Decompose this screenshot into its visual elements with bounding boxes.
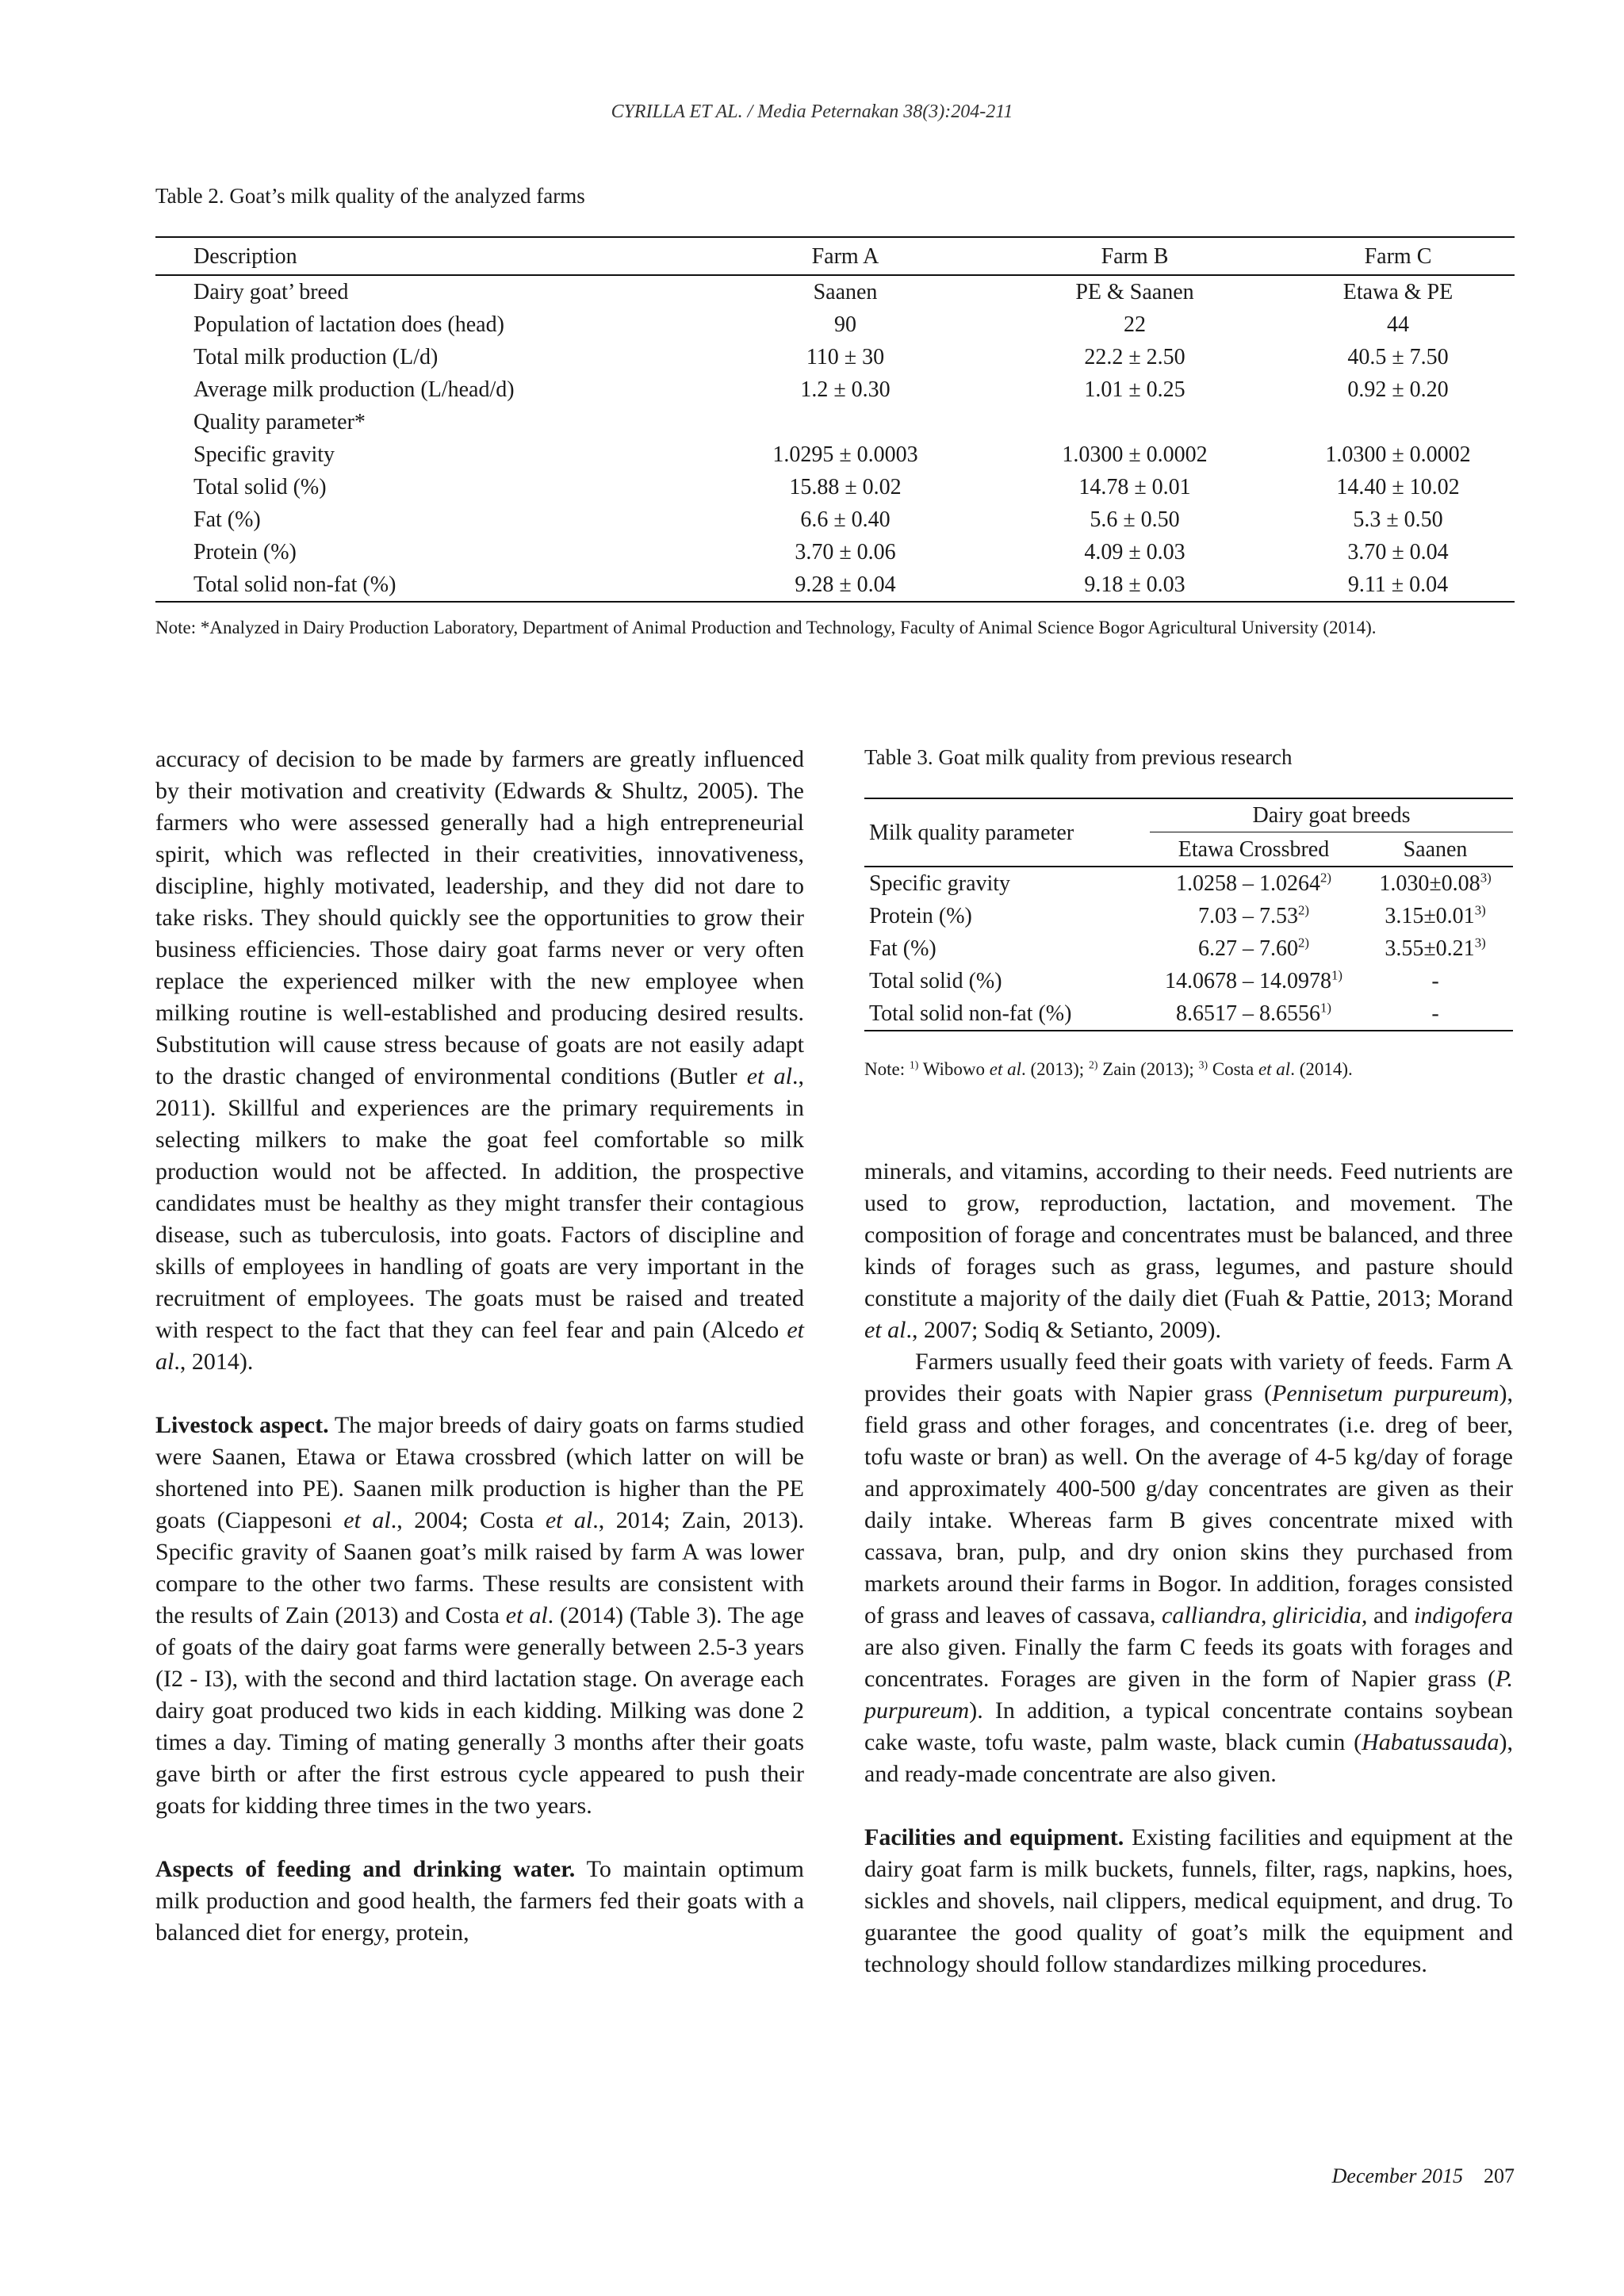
table-cell [1150,932,1358,965]
text-run: . (2014) (Table 3). The age of goats of the dairy goat farms were generally between 2.5-3 years (I2 - I3), with the second and third lactation stage. On average each dairy goat produced two kids in each kidding. Milking was done 2 times a day. Timing of mating generally 3 months after their goats gave birth or after the first estrous cycle appeared to push their goats for kidding three times in the two years. [155,1602,804,1819]
table-row [864,965,1513,997]
italic-run: et al [989,1059,1021,1079]
italic-run: et al [864,1317,906,1343]
text-run: ), and ready-made concentrate are also given. [864,1729,1513,1787]
table-cell [1358,900,1513,932]
table-row [864,932,1513,965]
cell-value: - [1431,1001,1439,1026]
cell-value: - [1431,969,1439,993]
left-paragraph-livestock [155,1410,804,1822]
running-head: CYRILLA ET AL. / Media Peternakan 38(3):204-211 [611,101,1013,122]
italic-run: Habatussauda [1362,1729,1500,1755]
text-run: To maintain optimum milk production and good health, the farmers fed their goats with a balanced diet for energy, protein, [155,1856,805,1946]
table-row-label: Population of lactation does (head) [193,312,504,337]
table-cell: 4.09 ± 0.03 [1084,540,1185,564]
table-cell: 14.40 ± 10.02 [1336,475,1460,499]
table-row [864,900,1513,932]
table-cell [1150,997,1358,1031]
table-cell [988,406,1281,438]
issue-date: December 2015 [1331,2164,1463,2187]
table2-caption: Table 2. Goat’s milk quality of the analyzed farms [155,184,585,208]
italic-run: et al [155,1317,804,1375]
text-run: Note: [864,1059,910,1079]
footnote-mark: 1) [909,1058,919,1071]
table-cell [1358,997,1513,1031]
table-cell: 9.18 ± 0.03 [1084,572,1185,597]
table-cell: 6.6 ± 0.40 [800,507,891,532]
text-run: ., 2007; Sodiq & Setianto, 2009). [906,1317,1221,1343]
table-cell: 5.6 ± 0.50 [1090,507,1180,532]
table3-note [864,1059,1353,1080]
table-row-label: Fat (%) [193,507,261,532]
table-cell [1150,867,1358,900]
table-row-label: Protein (%) [193,540,297,564]
text-run: Costa [1208,1059,1258,1079]
table-cell: 5.3 ± 0.50 [1353,507,1443,532]
table-cell [1150,900,1358,932]
table-row [155,275,1515,308]
table-row-label: Specific gravity [193,442,335,467]
table-cell: 3.70 ± 0.06 [795,540,896,564]
left-paragraph-1 [155,744,804,1378]
table-row-label: Total solid non-fat (%) [193,572,396,597]
table-cell: 90 [834,312,856,337]
italic-run: indigofera [1414,1602,1513,1628]
text-run: Existing facilities and equipment at the dairy goat farm is milk buckets, funnels, filter, rags, napkins, hoes, sickles and shovels, nail clippers, medical equipment, and drug. To guarantee the good quality of goat’s milk the equipment and technology should follow standardizes milking procedures. [864,1824,1513,1977]
table3-body [864,867,1513,1031]
table-cell: 9.28 ± 0.04 [795,572,896,597]
italic-run: P. purpureum [864,1666,1513,1724]
table-row [155,503,1515,536]
table-cell: 22.2 ± 2.50 [1084,345,1185,369]
table2-body [155,275,1515,602]
table-row [864,997,1513,1031]
page-footer [1332,2164,1515,2188]
text-run: ), field grass and other forages, and concentrates (i.e. dreg of beer, tofu waste or bran) as well. On the average of 4-5 kg/day of forage and approximately 400-500 g/day concentrates are given as their daily intake. Whereas farm B gives concentrate mixed with cassava, bran, pulp, and dry onion skins they purchased from markets around their farms in Bogor. In addition, forages consisted of grass and leaves of cassava, [864,1380,1513,1628]
cell-value: 3.55±0.21 [1385,936,1475,961]
italic-run: et al [1258,1059,1291,1079]
table-cell: 44 [1387,312,1409,337]
table-row [155,568,1515,602]
table3-header-etawa: Etawa Crossbred [1150,832,1358,867]
table-row [155,341,1515,373]
table2-header-farm-a: Farm A [703,237,988,275]
table3-caption: Table 3. Goat milk quality from previous research [864,745,1293,769]
table3 [864,798,1513,1031]
table3-header-parameter: Milk quality parameter [864,798,1150,867]
cell-value: 14.0678 – 14.0978 [1165,969,1331,993]
table-cell [1358,867,1513,900]
text-run: ., 2004; Costa [390,1507,546,1533]
cell-value: 6.27 – 7.60 [1198,936,1298,961]
cell-value: 7.03 – 7.53 [1198,904,1298,928]
table-cell [1358,932,1513,965]
table-row-label: Total solid non-fat (%) [869,1001,1072,1026]
table-cell: 1.0300 ± 0.0002 [1325,442,1471,467]
table-cell [1150,965,1358,997]
table-cell: 3.70 ± 0.04 [1347,540,1449,564]
table2-header-description: Description [155,237,703,275]
table2 [155,236,1515,603]
italic-run: Pennisetum purpureum [1272,1380,1500,1406]
footnote-mark: 3) [1474,902,1486,918]
italic-run: et al [343,1507,391,1533]
table-cell: 1.0295 ± 0.0003 [772,442,918,467]
table2-note: Note: *Analyzed in Dairy Production Laboratory, Department of Animal Production and Technology, Faculty of Animal Science Bogor Agricultural University (2014). [155,618,1377,637]
text-run: . (2014). [1290,1059,1353,1079]
left-column [155,744,804,1949]
table-row-label: Quality parameter* [193,410,366,434]
text-run: accuracy of decision to be made by farmers are greatly influenced by their motivation and creativity (Edwards & Shultz, 2005). The farmers who were assessed generally had a high entrepreneurial spirit, which was reflected in their creativities, innovativeness, discipline, highly motivated, leadership, and they did not dare to take risks. They should quickly see the opportunities to grow their business efficiencies. Those dairy goat farms never or very often replace the experienced milker with the new employee when milking routine is well-established and producing desired results. Substitution will cause stress because of goats are not easily adapt to the drastic changed of environmental conditions (Butler [155,746,804,1089]
left-paragraph-feeding [155,1854,804,1949]
footnote-mark: 2) [1320,870,1331,886]
text-run: minerals, and vitamins, according to their needs. Feed nutrients are used to grow, reproduction, lactation, and movement. The composition of forage and concentrates must be balanced, and three kinds of forages such as grass, legumes, and pasture should constitute a majority of the daily diet (Fuah & Pattie, 2013; Morand [864,1158,1513,1311]
right-paragraph-facilities [864,1822,1513,1980]
table-row-label: Protein (%) [869,904,972,928]
text-run: ., 2014). [174,1349,254,1375]
table-cell: Saanen [813,280,878,304]
footnote-mark: 1) [1320,1000,1331,1016]
cell-value: 1.0258 – 1.0264 [1176,871,1320,896]
italic-run: et al [545,1507,593,1533]
cell-value: 8.6517 – 8.6556 [1176,1001,1320,1026]
text-run: Zain (2013); [1097,1059,1199,1079]
table-cell: 22 [1124,312,1146,337]
table-row-label: Average milk production (L/head/d) [193,377,515,402]
text-run: Farmers usually feed their goats with variety of feeds. Farm A provides their goats with Napier grass ( [864,1349,1513,1406]
table-row-label: Total solid (%) [193,475,327,499]
table3-header-saanen: Saanen [1358,832,1513,867]
text-run: ., 2011). Skillful and experiences are the primary requirements in selecting milkers to make the goat feel comfortable so milk production would not be affected. In addition, the prospective candidates must be healthy as they might transfer their contagious disease, such as tuberculosis, into goats. Factors of discipline and skills of employees in handling of goats are very important in the recruitment of employees. The goats must be raised and treated with respect to the fact that they can feel fear and pain (Alcedo [155,1063,804,1343]
text-run: and [1367,1602,1414,1628]
table-cell [1281,406,1515,438]
table-row-label: Dairy goat’ breed [193,280,349,304]
right-column [864,1156,1513,1980]
table-cell [703,406,988,438]
table-row [864,867,1513,900]
right-paragraph-1 [864,1156,1513,1346]
table-cell: 0.92 ± 0.20 [1347,377,1449,402]
table-row-label: Total solid (%) [869,969,1002,993]
footnote-mark: 3) [1198,1058,1208,1071]
text-run: ., 2014; Zain, 2013). Specific gravity of Saanen goat’s milk raised by farm A was lower compare to the other two farms. These results are consistent with the results of Zain (2013) and Costa [155,1507,804,1628]
text-run: ). In addition, a typical concentrate contains soybean cake waste, tofu waste, palm waste, black cumin ( [864,1697,1513,1755]
table-cell: 110 ± 30 [806,345,885,369]
text-run: The major breeds of dairy goats on farms studied were Saanen, Etawa or Etawa crossbred (which latter on will be shortened into PE). Saanen milk production is higher than the PE goats (Ciappesoni [155,1412,805,1533]
table-row-label: Fat (%) [869,936,936,961]
footnote-mark: 3) [1480,870,1492,886]
section-heading-feeding: Aspects of feeding and drinking water. [155,1856,576,1882]
table-row-label: Total milk production (L/d) [193,345,439,369]
text-run: . (2013); [1021,1059,1089,1079]
table3-header-breeds: Dairy goat breeds [1150,798,1513,832]
footnote-mark: 3) [1474,935,1486,951]
footnote-mark: 1) [1331,967,1342,983]
cell-value: 3.15±0.01 [1385,904,1475,928]
table-cell: 9.11 ± 0.04 [1347,572,1449,597]
table-row [155,438,1515,471]
footnote-mark: 2) [1298,935,1309,951]
table-row [155,373,1515,406]
section-heading-livestock: Livestock aspect. [155,1412,329,1438]
footnote-mark: 2) [1088,1058,1098,1071]
cell-value: 1.030±0.08 [1379,871,1480,896]
table2-header-farm-c: Farm C [1281,237,1515,275]
table2-header-farm-b: Farm B [988,237,1281,275]
table-row [155,471,1515,503]
table-cell: 1.0300 ± 0.0002 [1062,442,1208,467]
table-row [155,536,1515,568]
section-heading-facilities: Facilities and equipment. [864,1824,1124,1850]
text-run: Wibowo [918,1059,990,1079]
table-cell: 15.88 ± 0.02 [789,475,902,499]
table-cell: 1.2 ± 0.30 [800,377,891,402]
table-cell: Etawa & PE [1342,280,1454,304]
table-cell: PE & Saanen [1075,280,1194,304]
table-row-label: Specific gravity [869,871,1011,896]
page-number: 207 [1484,2164,1515,2187]
text-run: are also given. Finally the farm C feeds its goats with forages and concentrates. Forages are given in the form of Napier grass ( [864,1634,1513,1692]
table2-header-row [155,237,1515,275]
italic-run: et al [505,1602,548,1628]
footnote-mark: 2) [1298,902,1309,918]
table-cell: 40.5 ± 7.50 [1347,345,1449,369]
italic-run: calliandra [1162,1602,1261,1628]
italic-run: gliricidia, [1273,1602,1368,1628]
right-paragraph-2 [864,1346,1513,1790]
table-cell: 14.78 ± 0.01 [1078,475,1191,499]
table-cell [1358,965,1513,997]
table3-header-row-1 [864,798,1513,832]
italic-run: et al [746,1063,792,1089]
table-row [155,406,1515,438]
table-row [155,308,1515,341]
table-cell: 1.01 ± 0.25 [1084,377,1185,402]
text-run: , [1261,1602,1274,1628]
